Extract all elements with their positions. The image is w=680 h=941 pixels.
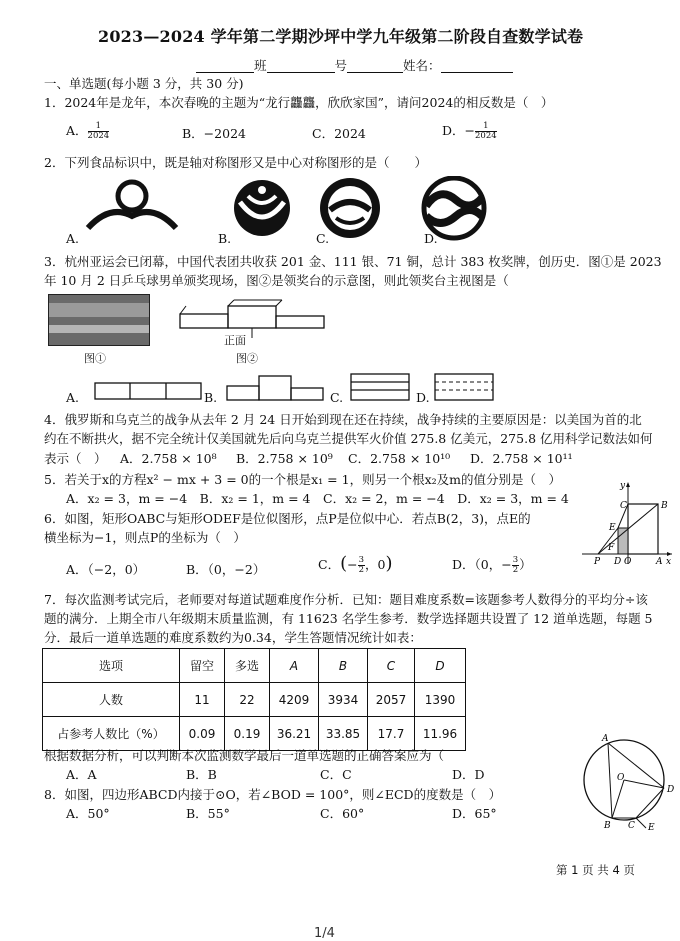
q6-option-d[interactable] xyxy=(452,556,532,575)
q6-option-c[interactable]: C．(− $\frac{3}{2}$ ，0) xyxy=(318,553,393,575)
q6-c-prefix: C． xyxy=(318,557,341,572)
table-cell: 1390 xyxy=(415,683,466,717)
q6-d-fraction: $\frac{3}{2}$ xyxy=(512,555,519,575)
svg-text:E: E xyxy=(609,523,616,533)
svg-text:D: D xyxy=(667,785,675,795)
svg-text:y: y xyxy=(620,481,626,491)
class-label: 班 xyxy=(254,58,267,73)
table-cell: 0.09 xyxy=(180,717,225,751)
q4-option-d[interactable]: D．2.758 × 10¹¹ xyxy=(470,451,573,466)
q7-line3: 分．最后一道单选题的难度系数约为0.34，学生答题情况统计如表： xyxy=(44,630,422,645)
q7-option-b[interactable]: B．B xyxy=(186,767,217,782)
table-cell: 22 xyxy=(225,683,270,717)
front-label: 正面 xyxy=(224,334,246,347)
number-label: 号 xyxy=(334,58,348,73)
q6-d-prefix: D．（0，− xyxy=(452,557,512,572)
q7-option-c[interactable]: C．C xyxy=(320,767,352,782)
page-counter: 1/4 xyxy=(314,926,335,941)
logo-a-icon xyxy=(88,182,176,228)
svg-text:A: A xyxy=(656,557,663,567)
q3-line1: 3．杭州亚运会已闭幕，中国代表团共收获 201 金、111 银、71 铜，总计 383 枚奖牌，创历史．图①是 2023 xyxy=(44,254,662,269)
q6-c-suffix: ，0 xyxy=(365,557,386,572)
q2-logos xyxy=(80,176,640,244)
section-heading: 一、单选题(每小题 3 分，共 30 分) xyxy=(44,76,244,91)
logo-b-icon xyxy=(234,180,290,236)
table-cell: 11 xyxy=(180,683,225,717)
q3-c-shape xyxy=(350,372,412,402)
q5-options[interactable]: A．x₂ = 3，m = −4 B．x₂ = 1，m = 4 C．x₂ = 2，m = −4 D．x₂ = 3，m = 4 xyxy=(66,491,569,506)
q4-line1: 4．俄罗斯和乌克兰的战争从去年 2 月 24 日开始到现在还在持续，战争持续的主要原因是：以美国为首的北 xyxy=(44,412,642,427)
number-blank[interactable] xyxy=(267,60,335,73)
q6-c-fraction: $\frac{3}{2}$ xyxy=(358,555,365,575)
q8-option-b[interactable]: B．55° xyxy=(186,806,230,821)
q4-line3-prefix: 表示（ ） xyxy=(44,451,107,466)
q1-option-d[interactable] xyxy=(442,122,497,141)
q8-option-d[interactable]: D．65° xyxy=(452,806,497,821)
q7-line1: 7．每次监测考试完后，老师要对每道试题难度作分析．已知：题目难度系数=该题参考人数得分的平均分÷该 xyxy=(44,592,648,607)
name-blank[interactable] xyxy=(441,60,513,73)
q1-d-label: D．− xyxy=(442,123,475,138)
page-info: 第 1 页 共 4 页 xyxy=(556,863,635,877)
q6-option-a[interactable]: A．（−2，0） xyxy=(66,562,146,577)
q1-d-fraction: $\frac{1}{2024}$ xyxy=(475,121,497,141)
q4-option-b[interactable]: B．2.758 × 10⁹ xyxy=(236,451,333,466)
table-header-row xyxy=(43,649,466,683)
svg-text:x: x xyxy=(666,557,672,567)
q1-a-label: A． xyxy=(66,123,88,138)
q8-stem: 8．如图，四边形ABCD内接于⊙O，若∠BOD = 100°，则∠ECD的度数是（ ） xyxy=(44,787,502,802)
svg-text:E: E xyxy=(648,823,655,832)
q3-option-d[interactable]: D. xyxy=(416,390,430,405)
q8-option-a[interactable]: A．50° xyxy=(66,806,110,821)
table-header-cell: C xyxy=(368,649,415,683)
q4-line2: 约在不断拱火，据不完全统计仅美国就先后向乌克兰提供军火价值 275.8 亿美元，275.8 亿用科学记数法如何 xyxy=(44,431,653,446)
podium-photo xyxy=(48,294,150,346)
q7-option-d[interactable]: D．D xyxy=(452,767,485,782)
q4-option-a[interactable]: A．2.758 × 10⁸ xyxy=(120,451,217,466)
q1-option-a[interactable] xyxy=(66,122,109,141)
table-row xyxy=(43,717,466,751)
q2-option-b[interactable]: B. xyxy=(218,231,232,246)
q1-stem: 1．2024年是龙年，本次春晚的主题为“龙行龘龘，欣欣家国”，请问2024的相反数是（ ） xyxy=(44,95,554,110)
q8-option-c[interactable]: C．60° xyxy=(320,806,365,821)
svg-text:C: C xyxy=(628,821,635,831)
table-cell: 4209 xyxy=(270,683,319,717)
svg-text:C: C xyxy=(620,501,627,511)
logo-d-icon xyxy=(424,178,484,238)
student-info-line xyxy=(196,58,513,73)
q6-figure xyxy=(578,478,674,568)
q3-line2: 年 10 月 2 日乒乓球男单颁奖现场，图②是领奖台的示意图，则此领奖台主视图是（ xyxy=(44,273,509,288)
table-cell: 36.21 xyxy=(270,717,319,751)
q3-option-c[interactable]: C. xyxy=(330,390,344,405)
answer-stats-table xyxy=(42,648,466,751)
fig2-caption: 图② xyxy=(236,352,258,365)
q4-option-c[interactable]: C．2.758 × 10¹⁰ xyxy=(348,451,451,466)
svg-text:B: B xyxy=(604,821,611,831)
svg-text:P: P xyxy=(594,557,601,567)
q6-d-suffix: ） xyxy=(519,557,532,572)
table-header-cell: 多选 xyxy=(225,649,270,683)
q3-option-a[interactable]: A. xyxy=(66,390,80,405)
q6-line2: 横坐标为−1，则点P的坐标为（ ） xyxy=(44,530,246,545)
table-header-cell: A xyxy=(270,649,319,683)
q8-circle-figure xyxy=(572,728,676,832)
table-header-cell: 留空 xyxy=(180,649,225,683)
q1-option-b[interactable]: B．−2024 xyxy=(182,126,246,141)
q3-option-b[interactable]: B. xyxy=(204,390,218,405)
svg-text:O: O xyxy=(617,773,625,783)
class-blank[interactable] xyxy=(196,60,254,73)
name-spacer xyxy=(347,60,403,73)
q7-line2: 题的满分．上期全市八年级期末质量监测，有 11623 名学生参考．数学选择题共设置了 12 道单选题，每题 5 xyxy=(44,611,653,626)
q2-option-c[interactable]: C. xyxy=(316,231,330,246)
q1-a-fraction: $\frac{1}{2024}$ xyxy=(87,121,110,141)
q3-b-shape xyxy=(226,372,326,402)
table-header-cell: B xyxy=(319,649,368,683)
svg-text:D: D xyxy=(614,557,622,567)
fig1-caption: 图① xyxy=(84,352,106,365)
svg-text:F: F xyxy=(608,543,615,553)
logo-c-icon xyxy=(320,178,380,238)
table-header-cell: 选项 xyxy=(43,649,180,683)
podium-diagram xyxy=(172,296,332,344)
q6-option-b[interactable]: B．（0，−2） xyxy=(186,562,266,577)
svg-text:O: O xyxy=(624,557,632,567)
table-cell: 11.96 xyxy=(415,717,466,751)
q2-option-d[interactable]: D. xyxy=(424,231,438,246)
table-cell: 占参考人数比（%） xyxy=(43,717,180,751)
page-title: 2023—2024 学年第二学期沙坪中学九年级第二阶段自查数学试卷 xyxy=(98,27,584,46)
q7-after: 根据数据分析，可以判断本次监测数学最后一道单选题的正确答案应为（ xyxy=(44,748,445,763)
table-cell: 33.85 xyxy=(319,717,368,751)
q1-option-c[interactable]: C．2024 xyxy=(312,126,366,141)
name-label: 姓名： xyxy=(403,58,441,73)
q2-option-a[interactable]: A. xyxy=(66,231,80,246)
table-header-cell: D xyxy=(415,649,466,683)
q5-stem: 5．若关于x的方程x² − mx + 3 = 0的一个根是x₁ = 1，则另一个根x₂及m的值分别是（ ） xyxy=(44,472,561,487)
q2-stem: 2．下列食品标识中，既是轴对称图形又是中心对称图形的是（ ） xyxy=(44,155,427,170)
q3-d-shape xyxy=(434,372,496,402)
table-cell: 0.19 xyxy=(225,717,270,751)
svg-text:A: A xyxy=(602,734,609,744)
q7-option-a[interactable]: A．A xyxy=(66,767,97,782)
table-cell: 17.7 xyxy=(368,717,415,751)
q3-a-shape xyxy=(94,380,204,402)
table-cell: 3934 xyxy=(319,683,368,717)
table-row xyxy=(43,683,466,717)
table-cell: 人数 xyxy=(43,683,180,717)
table-cell: 2057 xyxy=(368,683,415,717)
svg-text:B: B xyxy=(661,501,668,511)
q6-line1: 6．如图，矩形OABC与矩形ODEF是位似图形，点P是位似中心．若点B(2，3)，点E的 xyxy=(44,511,531,526)
